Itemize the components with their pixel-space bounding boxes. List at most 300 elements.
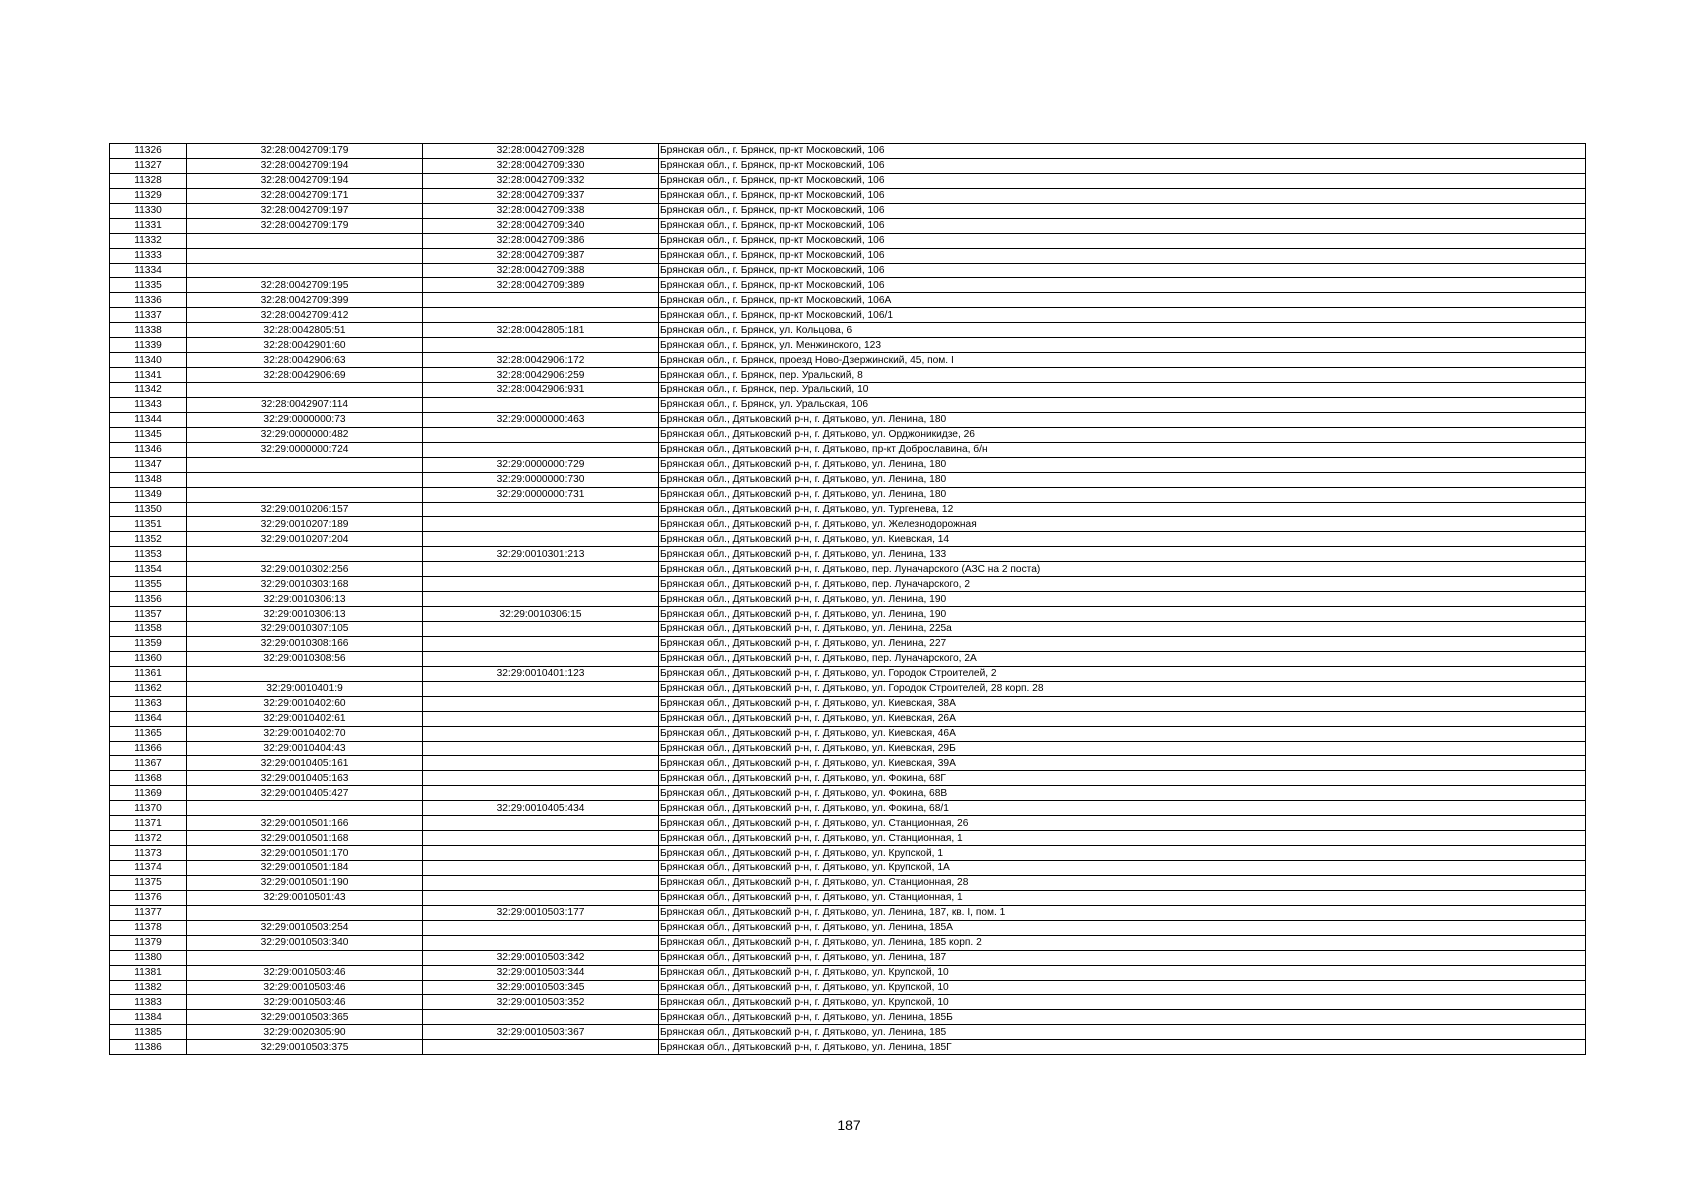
row-number-cell: 11367 <box>110 756 187 771</box>
table-row <box>110 651 1586 666</box>
table-row <box>110 547 1586 562</box>
address-cell: Брянская обл., Дятьковский р-н, г. Дятьково, ул. Ленина, 133 <box>659 547 1586 562</box>
parcel-cadastral-number-cell: 32:29:0010501:170 <box>187 846 423 861</box>
row-number-cell: 11372 <box>110 831 187 846</box>
row-number-cell: 11354 <box>110 562 187 577</box>
table-row <box>110 502 1586 517</box>
table-row <box>110 816 1586 831</box>
table-row <box>110 711 1586 726</box>
parcel-cadastral-number-cell: 32:29:0010308:56 <box>187 651 423 666</box>
row-number-cell: 11360 <box>110 651 187 666</box>
address-cell: Брянская обл., г. Брянск, пр-кт Московский, 106 <box>659 278 1586 293</box>
row-number-cell: 11362 <box>110 681 187 696</box>
row-number-cell: 11380 <box>110 950 187 965</box>
parcel-cadastral-number-cell: 32:29:0020305:90 <box>187 1025 423 1040</box>
table-row <box>110 905 1586 920</box>
parcel-cadastral-number-cell: 32:28:0042709:179 <box>187 218 423 233</box>
parcel-cadastral-number-cell: 32:29:0010503:46 <box>187 980 423 995</box>
table-row <box>110 636 1586 651</box>
parcel-cadastral-number-cell <box>187 950 423 965</box>
row-number-cell: 11336 <box>110 293 187 308</box>
address-cell: Брянская обл., Дятьковский р-н, г. Дятьково, ул. Ленина, 190 <box>659 607 1586 622</box>
row-number-cell: 11326 <box>110 144 187 159</box>
address-cell: Брянская обл., Дятьковский р-н, г. Дятьково, ул. Станционная, 26 <box>659 816 1586 831</box>
table-row <box>110 562 1586 577</box>
row-number-cell: 11335 <box>110 278 187 293</box>
address-cell: Брянская обл., Дятьковский р-н, г. Дятьково, ул. Ленина, 225а <box>659 622 1586 637</box>
address-cell: Брянская обл., Дятьковский р-н, г. Дятьково, ул. Ленина, 227 <box>659 636 1586 651</box>
parcel-cadastral-number-cell: 32:29:0010401:9 <box>187 681 423 696</box>
address-cell: Брянская обл., Дятьковский р-н, г. Дятьково, ул. Тургенева, 12 <box>659 502 1586 517</box>
row-number-cell: 11369 <box>110 786 187 801</box>
building-cadastral-number-cell: 32:28:0042709:330 <box>423 158 659 173</box>
address-cell: Брянская обл., Дятьковский р-н, г. Дятьково, пер. Луначарского, 2 <box>659 577 1586 592</box>
parcel-cadastral-number-cell: 32:29:0010503:375 <box>187 1040 423 1055</box>
address-cell: Брянская обл., Дятьковский р-н, г. Дятьково, ул. Крупской, 1 <box>659 846 1586 861</box>
table-row <box>110 323 1586 338</box>
row-number-cell: 11368 <box>110 771 187 786</box>
table-row <box>110 368 1586 383</box>
table-row <box>110 786 1586 801</box>
parcel-cadastral-number-cell: 32:28:0042805:51 <box>187 323 423 338</box>
building-cadastral-number-cell <box>423 517 659 532</box>
table-row <box>110 592 1586 607</box>
table-row <box>110 248 1586 263</box>
table-row <box>110 950 1586 965</box>
building-cadastral-number-cell <box>423 592 659 607</box>
table-row <box>110 532 1586 547</box>
table-row <box>110 308 1586 323</box>
building-cadastral-number-cell <box>423 1010 659 1025</box>
building-cadastral-number-cell: 32:29:0010503:177 <box>423 905 659 920</box>
building-cadastral-number-cell <box>423 786 659 801</box>
table-row <box>110 577 1586 592</box>
building-cadastral-number-cell: 32:28:0042709:387 <box>423 248 659 263</box>
table-row <box>110 427 1586 442</box>
parcel-cadastral-number-cell: 32:29:0010402:60 <box>187 696 423 711</box>
building-cadastral-number-cell <box>423 756 659 771</box>
row-number-cell: 11382 <box>110 980 187 995</box>
building-cadastral-number-cell <box>423 920 659 935</box>
row-number-cell: 11331 <box>110 218 187 233</box>
parcel-cadastral-number-cell: 32:28:0042907:114 <box>187 397 423 412</box>
address-cell: Брянская обл., Дятьковский р-н, г. Дятьково, ул. Киевская, 46А <box>659 726 1586 741</box>
building-cadastral-number-cell <box>423 726 659 741</box>
building-cadastral-number-cell: 32:28:0042709:388 <box>423 263 659 278</box>
building-cadastral-number-cell <box>423 935 659 950</box>
parcel-cadastral-number-cell: 32:28:0042709:171 <box>187 188 423 203</box>
building-cadastral-number-cell <box>423 622 659 637</box>
row-number-cell: 11357 <box>110 607 187 622</box>
parcel-cadastral-number-cell: 32:29:0010503:254 <box>187 920 423 935</box>
address-cell: Брянская обл., Дятьковский р-н, г. Дятьково, ул. Киевская, 39А <box>659 756 1586 771</box>
address-cell: Брянская обл., г. Брянск, ул. Менжинского, 123 <box>659 338 1586 353</box>
parcel-cadastral-number-cell: 32:29:0010207:189 <box>187 517 423 532</box>
building-cadastral-number-cell: 32:29:0010401:123 <box>423 666 659 681</box>
building-cadastral-number-cell: 32:28:0042906:931 <box>423 383 659 398</box>
address-cell: Брянская обл., г. Брянск, ул. Уральская, 106 <box>659 397 1586 412</box>
building-cadastral-number-cell: 32:29:0000000:730 <box>423 472 659 487</box>
row-number-cell: 11358 <box>110 622 187 637</box>
row-number-cell: 11383 <box>110 995 187 1010</box>
address-cell: Брянская обл., г. Брянск, пр-кт Московский, 106/1 <box>659 308 1586 323</box>
building-cadastral-number-cell: 32:28:0042709:389 <box>423 278 659 293</box>
building-cadastral-number-cell: 32:29:0010503:344 <box>423 965 659 980</box>
registry-table <box>109 143 1586 1055</box>
building-cadastral-number-cell <box>423 308 659 323</box>
parcel-cadastral-number-cell: 32:28:0042906:63 <box>187 353 423 368</box>
row-number-cell: 11327 <box>110 158 187 173</box>
row-number-cell: 11350 <box>110 502 187 517</box>
table-row <box>110 263 1586 278</box>
row-number-cell: 11381 <box>110 965 187 980</box>
parcel-cadastral-number-cell: 32:29:0010501:168 <box>187 831 423 846</box>
row-number-cell: 11338 <box>110 323 187 338</box>
table-row <box>110 338 1586 353</box>
table-row <box>110 666 1586 681</box>
table-row <box>110 1025 1586 1040</box>
parcel-cadastral-number-cell: 32:28:0042709:195 <box>187 278 423 293</box>
table-row <box>110 1040 1586 1055</box>
building-cadastral-number-cell <box>423 846 659 861</box>
address-cell: Брянская обл., г. Брянск, пр-кт Московский, 106 <box>659 188 1586 203</box>
table-row <box>110 681 1586 696</box>
building-cadastral-number-cell <box>423 696 659 711</box>
building-cadastral-number-cell: 32:28:0042709:338 <box>423 203 659 218</box>
parcel-cadastral-number-cell: 32:29:0010303:168 <box>187 577 423 592</box>
building-cadastral-number-cell: 32:29:0000000:729 <box>423 457 659 472</box>
parcel-cadastral-number-cell: 32:28:0042906:69 <box>187 368 423 383</box>
address-cell: Брянская обл., Дятьковский р-н, г. Дятьково, ул. Крупской, 1А <box>659 861 1586 876</box>
parcel-cadastral-number-cell: 32:29:0010503:340 <box>187 935 423 950</box>
table-row <box>110 278 1586 293</box>
parcel-cadastral-number-cell: 32:29:0010206:157 <box>187 502 423 517</box>
parcel-cadastral-number-cell: 32:28:0042709:412 <box>187 308 423 323</box>
address-cell: Брянская обл., Дятьковский р-н, г. Дятьково, ул. Орджоникидзе, 26 <box>659 427 1586 442</box>
address-cell: Брянская обл., Дятьковский р-н, г. Дятьково, ул. Станционная, 28 <box>659 875 1586 890</box>
address-cell: Брянская обл., Дятьковский р-н, г. Дятьково, ул. Киевская, 29Б <box>659 741 1586 756</box>
row-number-cell: 11366 <box>110 741 187 756</box>
table-row <box>110 890 1586 905</box>
building-cadastral-number-cell <box>423 427 659 442</box>
building-cadastral-number-cell: 32:29:0010503:342 <box>423 950 659 965</box>
address-cell: Брянская обл., Дятьковский р-н, г. Дятьково, ул. Ленина, 190 <box>659 592 1586 607</box>
row-number-cell: 11373 <box>110 846 187 861</box>
address-cell: Брянская обл., Дятьковский р-н, г. Дятьково, ул. Ленина, 185 <box>659 1025 1586 1040</box>
parcel-cadastral-number-cell: 32:28:0042709:194 <box>187 173 423 188</box>
row-number-cell: 11330 <box>110 203 187 218</box>
row-number-cell: 11386 <box>110 1040 187 1055</box>
row-number-cell: 11365 <box>110 726 187 741</box>
parcel-cadastral-number-cell: 32:29:0010501:43 <box>187 890 423 905</box>
building-cadastral-number-cell: 32:29:0010503:352 <box>423 995 659 1010</box>
address-cell: Брянская обл., г. Брянск, ул. Кольцова, 6 <box>659 323 1586 338</box>
building-cadastral-number-cell: 32:28:0042906:172 <box>423 353 659 368</box>
address-cell: Брянская обл., Дятьковский р-н, г. Дятьково, ул. Ленина, 185Б <box>659 1010 1586 1025</box>
building-cadastral-number-cell <box>423 890 659 905</box>
table-row <box>110 412 1586 427</box>
row-number-cell: 11346 <box>110 442 187 457</box>
row-number-cell: 11375 <box>110 875 187 890</box>
row-number-cell: 11359 <box>110 636 187 651</box>
parcel-cadastral-number-cell <box>187 383 423 398</box>
table-row <box>110 144 1586 159</box>
table-row <box>110 607 1586 622</box>
parcel-cadastral-number-cell <box>187 233 423 248</box>
row-number-cell: 11355 <box>110 577 187 592</box>
table-row <box>110 831 1586 846</box>
parcel-cadastral-number-cell: 32:29:0010402:61 <box>187 711 423 726</box>
building-cadastral-number-cell: 32:28:0042709:386 <box>423 233 659 248</box>
row-number-cell: 11339 <box>110 338 187 353</box>
table-row <box>110 158 1586 173</box>
row-number-cell: 11352 <box>110 532 187 547</box>
row-number-cell: 11328 <box>110 173 187 188</box>
table-row <box>110 397 1586 412</box>
building-cadastral-number-cell <box>423 681 659 696</box>
building-cadastral-number-cell <box>423 397 659 412</box>
address-cell: Брянская обл., г. Брянск, пр-кт Московский, 106А <box>659 293 1586 308</box>
parcel-cadastral-number-cell: 32:29:0010307:105 <box>187 622 423 637</box>
address-cell: Брянская обл., Дятьковский р-н, г. Дятьково, ул. Городок Строителей, 2 <box>659 666 1586 681</box>
parcel-cadastral-number-cell: 32:29:0010501:166 <box>187 816 423 831</box>
address-cell: Брянская обл., Дятьковский р-н, г. Дятьково, пер. Луначарского (АЗС на 2 поста) <box>659 562 1586 577</box>
table-row <box>110 293 1586 308</box>
parcel-cadastral-number-cell <box>187 487 423 502</box>
table-row <box>110 383 1586 398</box>
address-cell: Брянская обл., Дятьковский р-н, г. Дятьково, ул. Фокина, 68/1 <box>659 801 1586 816</box>
building-cadastral-number-cell <box>423 502 659 517</box>
building-cadastral-number-cell <box>423 338 659 353</box>
address-cell: Брянская обл., Дятьковский р-н, г. Дятьково, ул. Ленина, 180 <box>659 487 1586 502</box>
table-row <box>110 517 1586 532</box>
row-number-cell: 11341 <box>110 368 187 383</box>
row-number-cell: 11364 <box>110 711 187 726</box>
address-cell: Брянская обл., Дятьковский р-н, г. Дятьково, ул. Крупской, 10 <box>659 965 1586 980</box>
building-cadastral-number-cell: 32:28:0042906:259 <box>423 368 659 383</box>
parcel-cadastral-number-cell: 32:28:0042709:197 <box>187 203 423 218</box>
parcel-cadastral-number-cell <box>187 547 423 562</box>
table-row <box>110 472 1586 487</box>
address-cell: Брянская обл., г. Брянск, пр-кт Московский, 106 <box>659 233 1586 248</box>
row-number-cell: 11377 <box>110 905 187 920</box>
table-row <box>110 188 1586 203</box>
table-row <box>110 203 1586 218</box>
parcel-cadastral-number-cell: 32:28:0042901:60 <box>187 338 423 353</box>
building-cadastral-number-cell: 32:28:0042709:337 <box>423 188 659 203</box>
table-row <box>110 1010 1586 1025</box>
table-row <box>110 861 1586 876</box>
address-cell: Брянская обл., Дятьковский р-н, г. Дятьково, ул. Фокина, 68В <box>659 786 1586 801</box>
parcel-cadastral-number-cell <box>187 666 423 681</box>
building-cadastral-number-cell: 32:29:0010503:345 <box>423 980 659 995</box>
address-cell: Брянская обл., Дятьковский р-н, г. Дятьково, ул. Фокина, 68Г <box>659 771 1586 786</box>
row-number-cell: 11361 <box>110 666 187 681</box>
address-cell: Брянская обл., Дятьковский р-н, г. Дятьково, ул. Киевская, 26А <box>659 711 1586 726</box>
table-row <box>110 487 1586 502</box>
row-number-cell: 11356 <box>110 592 187 607</box>
row-number-cell: 11379 <box>110 935 187 950</box>
address-cell: Брянская обл., Дятьковский р-н, г. Дятьково, ул. Станционная, 1 <box>659 831 1586 846</box>
parcel-cadastral-number-cell <box>187 472 423 487</box>
table-row <box>110 442 1586 457</box>
row-number-cell: 11340 <box>110 353 187 368</box>
table-row <box>110 801 1586 816</box>
building-cadastral-number-cell <box>423 577 659 592</box>
table-row <box>110 233 1586 248</box>
building-cadastral-number-cell <box>423 861 659 876</box>
building-cadastral-number-cell <box>423 711 659 726</box>
table-row <box>110 756 1586 771</box>
parcel-cadastral-number-cell: 32:29:0010405:163 <box>187 771 423 786</box>
parcel-cadastral-number-cell: 32:29:0010405:427 <box>187 786 423 801</box>
parcel-cadastral-number-cell: 32:29:0010405:161 <box>187 756 423 771</box>
building-cadastral-number-cell <box>423 562 659 577</box>
row-number-cell: 11334 <box>110 263 187 278</box>
address-cell: Брянская обл., Дятьковский р-н, г. Дятьково, пр-кт Доброславина, б/н <box>659 442 1586 457</box>
table-row <box>110 353 1586 368</box>
parcel-cadastral-number-cell <box>187 801 423 816</box>
building-cadastral-number-cell <box>423 816 659 831</box>
building-cadastral-number-cell <box>423 636 659 651</box>
row-number-cell: 11344 <box>110 412 187 427</box>
row-number-cell: 11384 <box>110 1010 187 1025</box>
parcel-cadastral-number-cell: 32:29:0010503:365 <box>187 1010 423 1025</box>
row-number-cell: 11374 <box>110 861 187 876</box>
row-number-cell: 11347 <box>110 457 187 472</box>
row-number-cell: 11333 <box>110 248 187 263</box>
address-cell: Брянская обл., Дятьковский р-н, г. Дятьково, ул. Ленина, 185Г <box>659 1040 1586 1055</box>
building-cadastral-number-cell <box>423 771 659 786</box>
row-number-cell: 11385 <box>110 1025 187 1040</box>
address-cell: Брянская обл., Дятьковский р-н, г. Дятьково, ул. Киевская, 38А <box>659 696 1586 711</box>
building-cadastral-number-cell: 32:29:0010405:434 <box>423 801 659 816</box>
building-cadastral-number-cell: 32:28:0042709:332 <box>423 173 659 188</box>
address-cell: Брянская обл., г. Брянск, пр-кт Московский, 106 <box>659 173 1586 188</box>
address-cell: Брянская обл., Дятьковский р-н, г. Дятьково, ул. Ленина, 187 <box>659 950 1586 965</box>
table-row <box>110 622 1586 637</box>
address-cell: Брянская обл., г. Брянск, пр-кт Московский, 106 <box>659 248 1586 263</box>
address-cell: Брянская обл., Дятьковский р-н, г. Дятьково, ул. Железнодорожная <box>659 517 1586 532</box>
building-cadastral-number-cell: 32:29:0000000:463 <box>423 412 659 427</box>
parcel-cadastral-number-cell: 32:29:0010207:204 <box>187 532 423 547</box>
address-cell: Брянская обл., г. Брянск, пр-кт Московский, 106 <box>659 158 1586 173</box>
parcel-cadastral-number-cell: 32:29:0010402:70 <box>187 726 423 741</box>
building-cadastral-number-cell <box>423 293 659 308</box>
parcel-cadastral-number-cell: 32:29:0010306:13 <box>187 592 423 607</box>
address-cell: Брянская обл., Дятьковский р-н, г. Дятьково, ул. Станционная, 1 <box>659 890 1586 905</box>
building-cadastral-number-cell <box>423 651 659 666</box>
building-cadastral-number-cell: 32:28:0042709:328 <box>423 144 659 159</box>
parcel-cadastral-number-cell: 32:28:0042709:179 <box>187 144 423 159</box>
address-cell: Брянская обл., г. Брянск, пер. Уральский, 10 <box>659 383 1586 398</box>
parcel-cadastral-number-cell: 32:29:0000000:724 <box>187 442 423 457</box>
address-cell: Брянская обл., г. Брянск, пр-кт Московский, 106 <box>659 144 1586 159</box>
parcel-cadastral-number-cell: 32:28:0042709:399 <box>187 293 423 308</box>
address-cell: Брянская обл., г. Брянск, пер. Уральский, 8 <box>659 368 1586 383</box>
address-cell: Брянская обл., г. Брянск, пр-кт Московский, 106 <box>659 263 1586 278</box>
table-row <box>110 935 1586 950</box>
address-cell: Брянская обл., Дятьковский р-н, г. Дятьково, пер. Луначарского, 2А <box>659 651 1586 666</box>
table-row <box>110 771 1586 786</box>
table-row <box>110 218 1586 233</box>
registry-table-body <box>110 144 1586 1055</box>
row-number-cell: 11345 <box>110 427 187 442</box>
row-number-cell: 11363 <box>110 696 187 711</box>
address-cell: Брянская обл., Дятьковский р-н, г. Дятьково, ул. Ленина, 185А <box>659 920 1586 935</box>
address-cell: Брянская обл., г. Брянск, проезд Ново-Дзержинский, 45, пом. I <box>659 353 1586 368</box>
row-number-cell: 11353 <box>110 547 187 562</box>
parcel-cadastral-number-cell: 32:29:0010501:184 <box>187 861 423 876</box>
row-number-cell: 11371 <box>110 816 187 831</box>
building-cadastral-number-cell <box>423 831 659 846</box>
parcel-cadastral-number-cell <box>187 457 423 472</box>
row-number-cell: 11351 <box>110 517 187 532</box>
building-cadastral-number-cell: 32:29:0010503:367 <box>423 1025 659 1040</box>
table-row <box>110 173 1586 188</box>
table-row <box>110 980 1586 995</box>
row-number-cell: 11378 <box>110 920 187 935</box>
address-cell: Брянская обл., Дятьковский р-н, г. Дятьково, ул. Ленина, 180 <box>659 412 1586 427</box>
page-number: 187 <box>837 1117 861 1133</box>
table-row <box>110 846 1586 861</box>
building-cadastral-number-cell: 32:28:0042709:340 <box>423 218 659 233</box>
address-cell: Брянская обл., Дятьковский р-н, г. Дятьково, ул. Крупской, 10 <box>659 995 1586 1010</box>
row-number-cell: 11370 <box>110 801 187 816</box>
table-row <box>110 457 1586 472</box>
address-cell: Брянская обл., Дятьковский р-н, г. Дятьково, ул. Ленина, 180 <box>659 457 1586 472</box>
row-number-cell: 11348 <box>110 472 187 487</box>
row-number-cell: 11343 <box>110 397 187 412</box>
building-cadastral-number-cell: 32:29:0010306:15 <box>423 607 659 622</box>
parcel-cadastral-number-cell: 32:29:0010404:43 <box>187 741 423 756</box>
building-cadastral-number-cell: 32:29:0000000:731 <box>423 487 659 502</box>
address-cell: Брянская обл., Дятьковский р-н, г. Дятьково, ул. Крупской, 10 <box>659 980 1586 995</box>
address-cell: Брянская обл., г. Брянск, пр-кт Московский, 106 <box>659 203 1586 218</box>
address-cell: Брянская обл., Дятьковский р-н, г. Дятьково, ул. Ленина, 185 корп. 2 <box>659 935 1586 950</box>
row-number-cell: 11349 <box>110 487 187 502</box>
building-cadastral-number-cell <box>423 442 659 457</box>
table-row <box>110 741 1586 756</box>
building-cadastral-number-cell <box>423 875 659 890</box>
table-row <box>110 995 1586 1010</box>
parcel-cadastral-number-cell: 32:29:0010503:46 <box>187 995 423 1010</box>
table-row <box>110 965 1586 980</box>
building-cadastral-number-cell <box>423 532 659 547</box>
parcel-cadastral-number-cell: 32:29:0010302:256 <box>187 562 423 577</box>
table-row <box>110 875 1586 890</box>
parcel-cadastral-number-cell: 32:29:0010306:13 <box>187 607 423 622</box>
parcel-cadastral-number-cell <box>187 248 423 263</box>
table-row <box>110 920 1586 935</box>
row-number-cell: 11329 <box>110 188 187 203</box>
parcel-cadastral-number-cell: 32:29:0010501:190 <box>187 875 423 890</box>
parcel-cadastral-number-cell: 32:28:0042709:194 <box>187 158 423 173</box>
parcel-cadastral-number-cell: 32:29:0000000:482 <box>187 427 423 442</box>
address-cell: Брянская обл., г. Брянск, пр-кт Московский, 106 <box>659 218 1586 233</box>
address-cell: Брянская обл., Дятьковский р-н, г. Дятьково, ул. Ленина, 180 <box>659 472 1586 487</box>
building-cadastral-number-cell: 32:28:0042805:181 <box>423 323 659 338</box>
parcel-cadastral-number-cell: 32:29:0010503:46 <box>187 965 423 980</box>
parcel-cadastral-number-cell <box>187 905 423 920</box>
table-row <box>110 726 1586 741</box>
address-cell: Брянская обл., Дятьковский р-н, г. Дятьково, ул. Киевская, 14 <box>659 532 1586 547</box>
building-cadastral-number-cell <box>423 741 659 756</box>
building-cadastral-number-cell: 32:29:0010301:213 <box>423 547 659 562</box>
row-number-cell: 11376 <box>110 890 187 905</box>
parcel-cadastral-number-cell: 32:29:0010308:166 <box>187 636 423 651</box>
address-cell: Брянская обл., Дятьковский р-н, г. Дятьково, ул. Городок Строителей, 28 корп. 28 <box>659 681 1586 696</box>
